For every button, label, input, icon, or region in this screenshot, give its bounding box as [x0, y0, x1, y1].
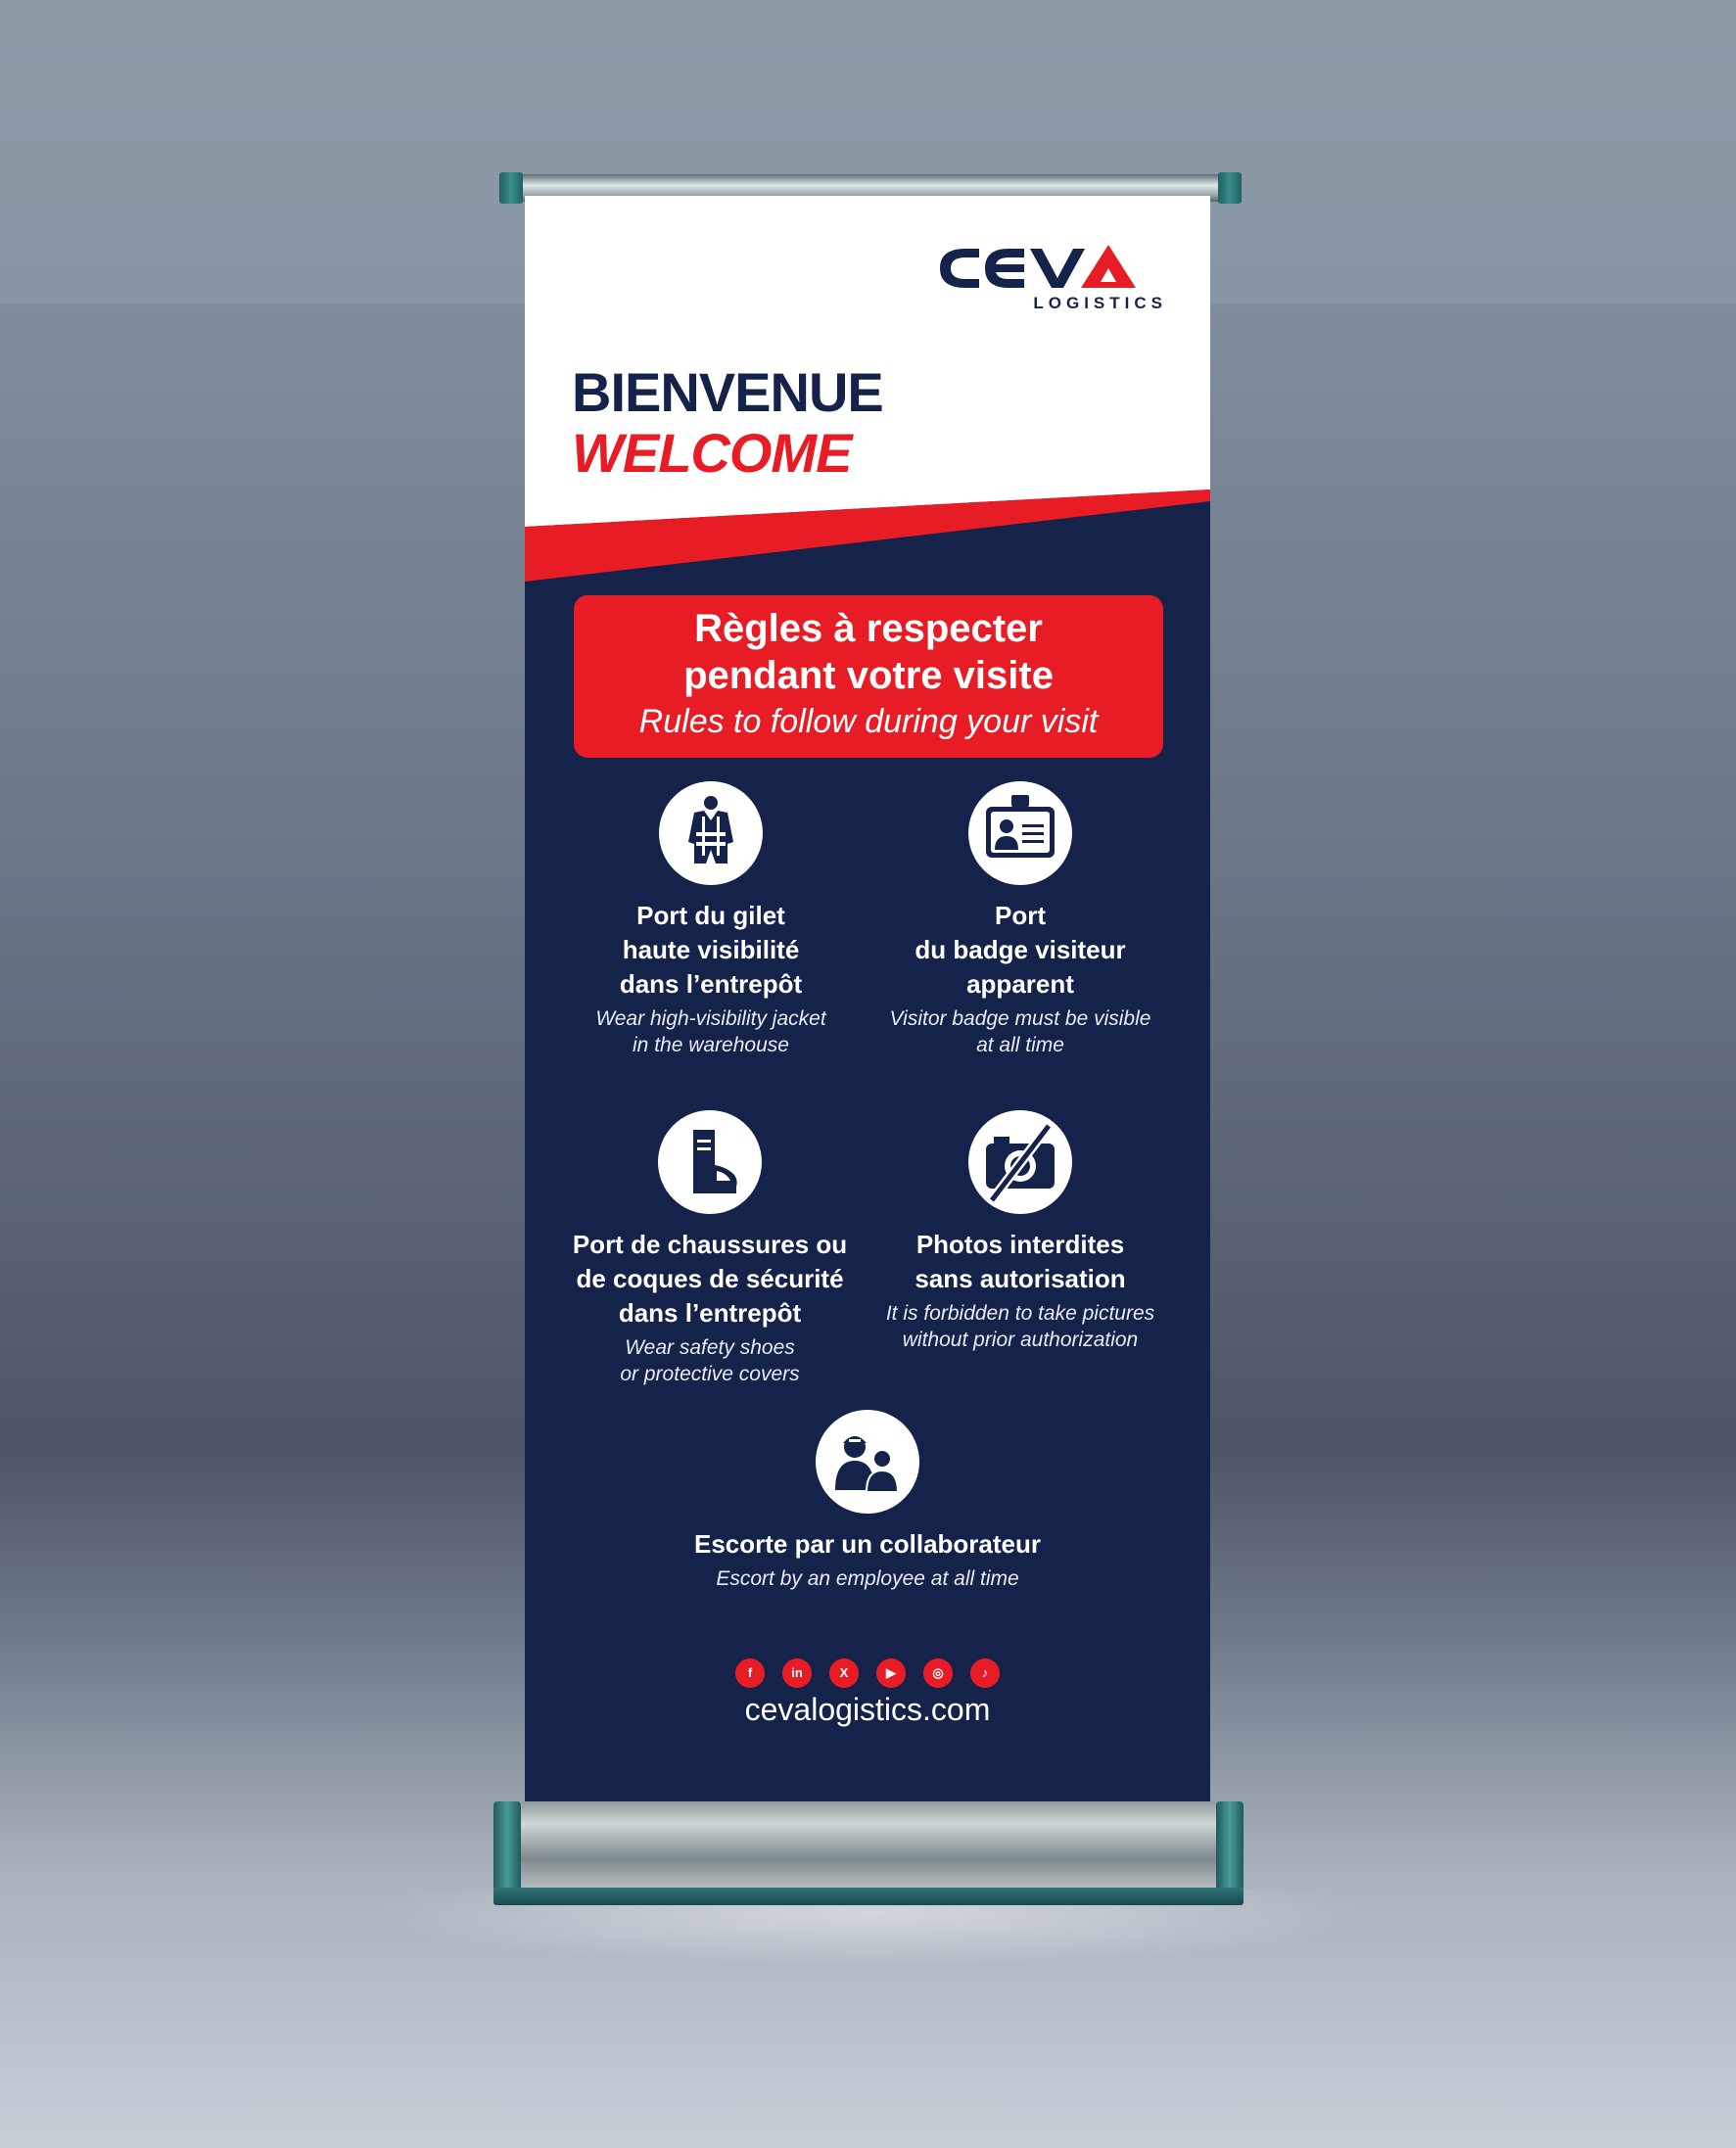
x-icon[interactable]: X	[829, 1658, 859, 1688]
youtube-icon[interactable]: ▶	[876, 1658, 906, 1688]
no-camera-icon	[968, 1110, 1072, 1214]
rail-cap-right	[1218, 172, 1242, 204]
rule-photos-en-line2: without prior authorization	[902, 1329, 1139, 1351]
rule-badge-fr-line1: Port	[995, 901, 1046, 930]
instagram-icon[interactable]: ◎	[923, 1658, 953, 1688]
rule-shoes-fr-line2: de coques de sécurité	[576, 1264, 844, 1293]
rule-vest-en-line2: in the warehouse	[633, 1034, 789, 1056]
safety-boot-icon	[658, 1110, 762, 1214]
rule-vest-fr-line3: dans l’entrepôt	[619, 969, 803, 999]
logo-subtitle: LOGISTICS	[1033, 294, 1167, 312]
rule-escort-fr-line1: Escorte par un collaborateur	[694, 1529, 1041, 1559]
rule-photos-fr-line2: sans autorisation	[915, 1264, 1126, 1293]
rule-badge-en-line1: Visitor badge must be visible	[889, 1007, 1151, 1030]
rule-badge-fr-line3: apparent	[966, 969, 1074, 999]
rail-cap-left	[499, 172, 523, 204]
roll-up-banner	[525, 196, 1210, 1821]
rule-photos-en-line1: It is forbidden to take pictures	[885, 1302, 1155, 1325]
banner-stand-base	[493, 1801, 1243, 1907]
rules-heading-box	[574, 595, 1163, 758]
rule-item-shoes	[548, 1110, 871, 1387]
tiktok-icon[interactable]: ♪	[970, 1658, 1000, 1688]
welcome-title-fr: BIENVENUE	[572, 361, 883, 423]
linkedin-icon[interactable]: in	[782, 1658, 812, 1688]
rule-item-photos	[864, 1110, 1177, 1353]
rules-heading-fr-line1: Règles à respecter	[694, 607, 1043, 650]
rule-item-vest	[554, 781, 868, 1058]
rules-heading-fr	[574, 595, 1163, 699]
rule-item-escort	[672, 1410, 1063, 1592]
rule-vest-fr-line2: haute visibilité	[622, 935, 800, 964]
ceva-logo-mark	[932, 239, 1167, 302]
rules-heading-fr-line2: pendant votre visite	[683, 654, 1054, 697]
stand-base-end-left	[493, 1801, 521, 1891]
rule-item-badge	[864, 781, 1177, 1058]
rule-badge-en-line2: at all time	[976, 1034, 1064, 1056]
website-url[interactable]: cevalogistics.com	[744, 1692, 991, 1727]
rule-shoes-fr-line3: dans l’entrepôt	[618, 1298, 802, 1328]
rule-vest-en-line1: Wear high-visibility jacket	[595, 1007, 826, 1030]
hi-vis-vest-icon	[659, 781, 763, 885]
escort-people-icon	[816, 1410, 919, 1514]
stand-base-foot	[493, 1888, 1243, 1905]
rule-shoes-en-line2: or protective covers	[620, 1363, 800, 1385]
stand-base-body	[519, 1801, 1218, 1890]
rule-badge-fr-line2: du badge visiteur	[915, 935, 1126, 964]
facebook-icon[interactable]: f	[735, 1658, 765, 1688]
visitor-badge-icon	[968, 781, 1072, 885]
rules-heading-en: Rules to follow during your visit	[638, 703, 1099, 740]
rule-escort-en-line1: Escort by an employee at all time	[716, 1567, 1019, 1590]
rule-shoes-fr-line1: Port de chaussures ou	[572, 1230, 848, 1259]
welcome-title-en: WELCOME	[572, 422, 852, 484]
rule-shoes-en-line1: Wear safety shoes	[625, 1336, 795, 1359]
social-links	[525, 1658, 1210, 1688]
rule-vest-fr-line1: Port du gilet	[636, 901, 785, 930]
stand-base-end-right	[1216, 1801, 1243, 1891]
rule-photos-fr-line1: Photos interdites	[915, 1230, 1125, 1259]
